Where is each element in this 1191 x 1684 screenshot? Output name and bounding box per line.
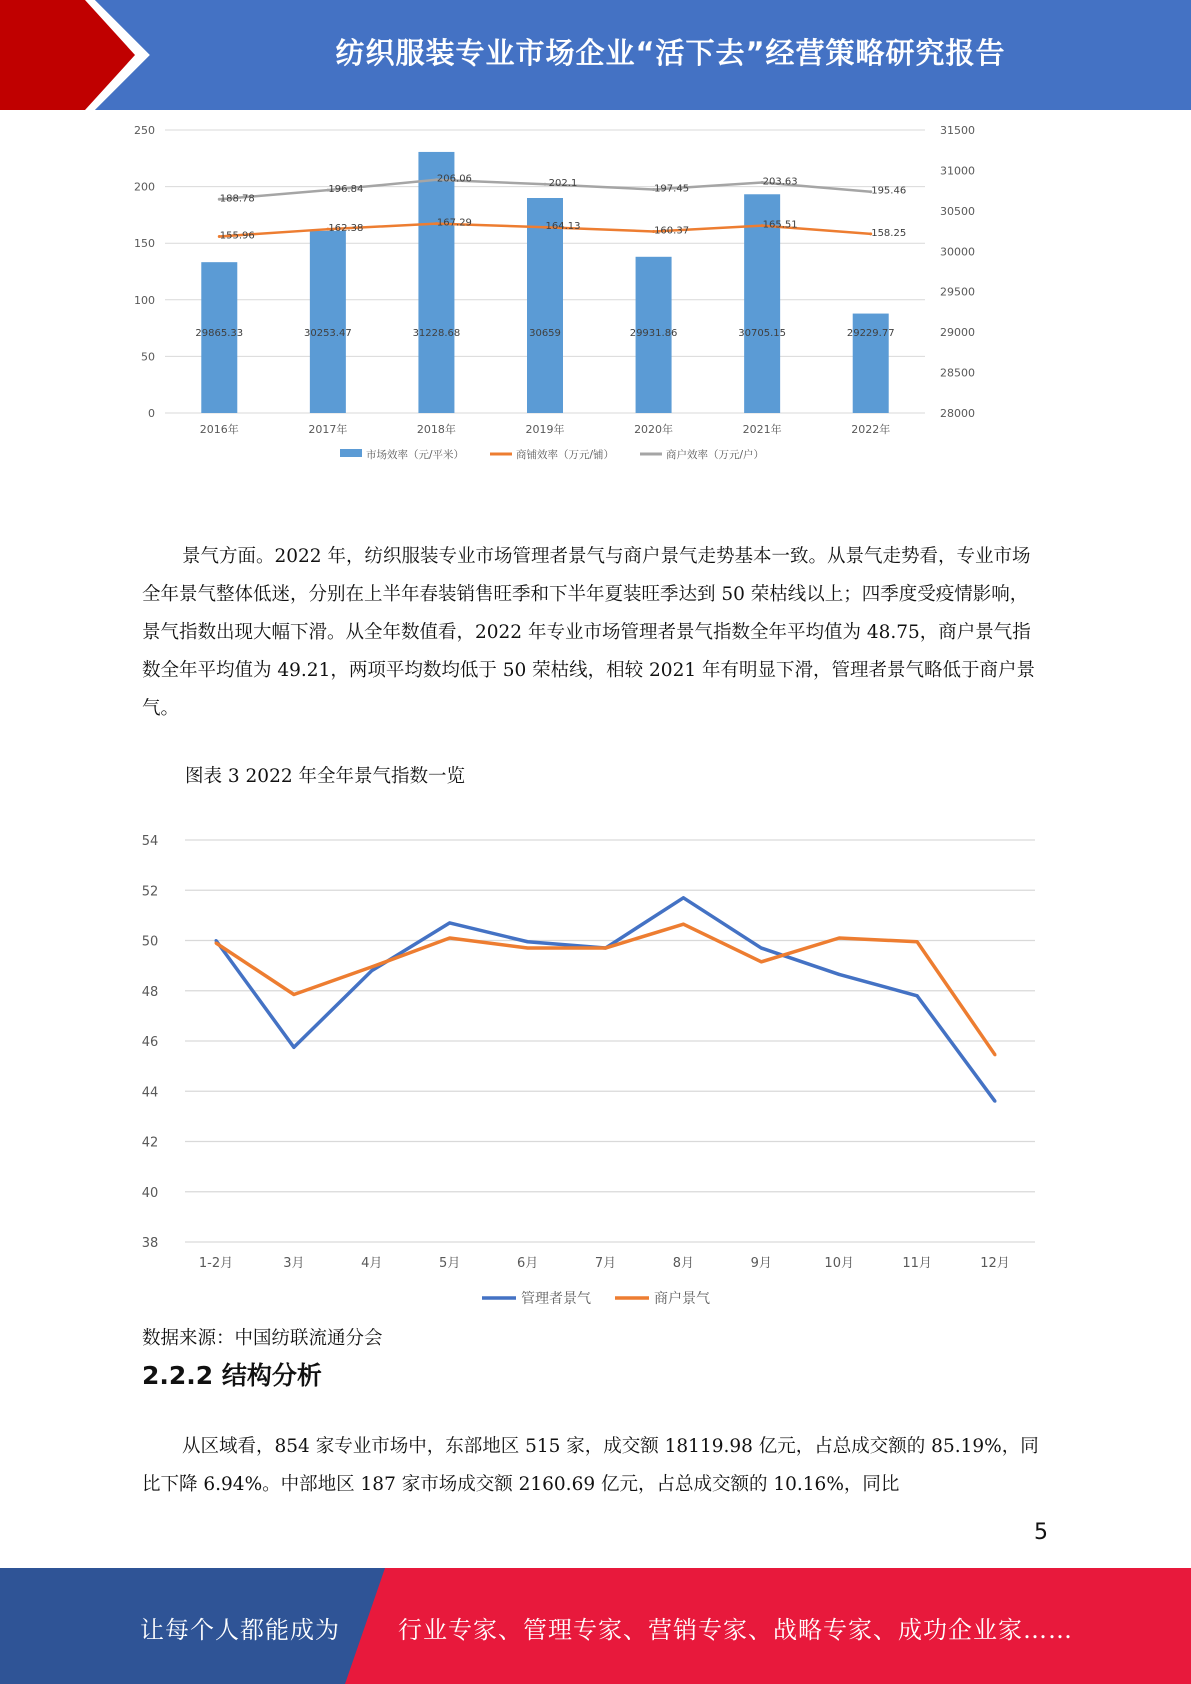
x-axis-tick-label: 5月 (439, 1256, 461, 1271)
series-line (216, 898, 995, 1102)
x-axis-tick-label: 1-2月 (198, 1256, 234, 1271)
left-axis-tick-label: 50 (141, 350, 155, 364)
series-point (526, 947, 529, 950)
right-axis-tick-label: 28000 (940, 407, 975, 420)
x-axis-tick-label: 6月 (516, 1256, 539, 1271)
series-point (526, 940, 529, 943)
x-axis-tick-label: 4月 (361, 1256, 383, 1271)
series-point (994, 1053, 997, 1056)
page-number: 5 (1034, 1520, 1048, 1545)
series-line (216, 924, 995, 1055)
line-data-label: 164.13 (545, 221, 581, 233)
left-axis-tick-label: 200 (134, 180, 155, 194)
x-axis-tick-label: 8月 (672, 1256, 695, 1271)
series-point (544, 183, 547, 186)
line-data-label: 158.25 (871, 227, 907, 239)
line-data-label: 162.38 (328, 223, 364, 235)
line-data-label: 188.78 (219, 193, 255, 205)
bar-data-label: 29865.33 (195, 328, 244, 340)
line-data-label: 167.29 (436, 217, 472, 229)
legend-label: 管理者景气 (521, 1291, 591, 1307)
line-data-label: 197.45 (654, 183, 690, 195)
x-axis-tick-label: 10月 (824, 1256, 854, 1271)
right-axis-tick-label: 31500 (940, 124, 975, 137)
series-point (916, 994, 919, 997)
legend-swatch (340, 449, 362, 457)
series-point (604, 947, 607, 950)
header-red-arrow (0, 0, 150, 110)
bar (310, 231, 346, 413)
x-axis-tick-label: 2020年 (634, 423, 674, 436)
x-axis-tick-label: 3月 (283, 1256, 305, 1271)
paragraph-structure-analysis: 从区域看，854 家专业市场中，东部地区 515 家，成交额 18119.98 亿元，占总成交额的 85.19%，同比下降 6.94%。中部地区 187 家市场成交额 2160.69 亿元，占总成交额的 10.16%，同比 (142, 1436, 1039, 1495)
y-axis-tick-label: 54 (141, 834, 159, 849)
left-axis-tick-label: 250 (134, 124, 155, 137)
series-point (215, 942, 218, 945)
line-data-label: 196.84 (328, 184, 364, 196)
section-heading: 2.2.2 结构分析 (142, 1361, 322, 1390)
legend-label: 商户景气 (654, 1291, 710, 1307)
series-point (838, 973, 841, 976)
line-data-label: 206.06 (436, 173, 472, 185)
legend-label: 商户效率（万元/户） (666, 449, 765, 461)
series-point (292, 1046, 295, 1049)
bar-data-label: 30253.47 (303, 328, 352, 340)
x-axis-tick-label: 11月 (902, 1256, 932, 1271)
right-axis-tick-label: 28500 (940, 366, 975, 380)
series-point (760, 947, 763, 950)
y-axis-tick-label: 52 (141, 884, 159, 900)
footer-slogan-left: 让每个人都能成为 (140, 1616, 340, 1644)
series-point (994, 1100, 997, 1103)
x-axis-tick-label: 9月 (750, 1256, 772, 1271)
line-data-label: 202.1 (548, 178, 578, 190)
line-data-label: 165.51 (762, 219, 798, 231)
y-axis-tick-label: 42 (141, 1135, 159, 1151)
series-point (916, 940, 919, 943)
x-axis-tick-label: 2016年 (199, 423, 239, 436)
y-axis-tick-label: 44 (141, 1085, 159, 1101)
series-point (760, 960, 763, 963)
figure-caption: 图表 3 2022 年全年景气指数一览 (185, 766, 465, 787)
line-data-label: 195.46 (871, 185, 907, 197)
bar-data-label: 31228.68 (412, 328, 461, 340)
right-axis-tick-label: 29500 (940, 285, 975, 299)
series-point (682, 923, 685, 926)
series-point (292, 993, 295, 996)
series-point (682, 896, 685, 899)
line-data-label: 155.96 (219, 230, 255, 242)
paragraph-business-climate: 景气方面。2022 年，纺织服装专业市场管理者景气与商户景气走势基本一致。从景气走势看，专业市场全年景气整体低迷，分别在上半年春装销售旺季和下半年夏装旺季达到 50 荣枯线以上；四季度受疫情影响，景气指数出现大幅下滑。从全年数值看，2022 年专业市场管理者景气指数全年平均值为 48.75，商户景气指数全年平均值为 49.21，两项平均数均低于 50 荣枯线，相较 2021 年有明显下滑，管理者景气略低于商户景气。 (142, 546, 1035, 719)
x-axis-tick-label: 12月 (980, 1256, 1010, 1271)
line-data-label: 203.63 (762, 176, 798, 188)
bar-data-label: 29931.86 (629, 328, 678, 340)
header-title: 纺织服装专业市场企业“活下去”经营策略研究报告 (335, 35, 1006, 70)
right-axis-tick-label: 29000 (940, 326, 975, 340)
series-point (448, 921, 451, 924)
x-axis-tick-label: 2017年 (308, 423, 348, 436)
series-point (370, 965, 373, 968)
x-axis-tick-label: 2018年 (416, 423, 456, 436)
right-axis-tick-label: 30500 (940, 204, 975, 218)
y-axis-tick-label: 40 (141, 1185, 159, 1201)
legend-label: 商铺效率（万元/铺） (516, 449, 615, 461)
x-axis-tick-label: 2022年 (851, 423, 891, 436)
y-axis-tick-label: 50 (141, 934, 159, 950)
legend-label: 市场效率（元/平米） (366, 449, 465, 461)
left-axis-tick-label: 100 (134, 293, 155, 307)
bar (418, 152, 454, 413)
footer-slogan-right: 行业专家、管理专家、营销专家、战略专家、成功企业家…… (398, 1616, 1073, 1644)
efficiency-combo-chart (130, 122, 1070, 502)
right-axis-tick-label: 31000 (940, 164, 975, 178)
bar-data-label: 29229.77 (846, 328, 895, 340)
page-header (0, 0, 1191, 110)
y-axis-tick-label: 48 (141, 984, 159, 1000)
left-axis-tick-label: 0 (148, 407, 155, 420)
data-source: 数据来源：中国纺联流通分会 (142, 1328, 383, 1349)
climate-index-line-chart (130, 818, 1070, 1318)
x-axis-tick-label: 2019年 (525, 423, 565, 436)
series-point (448, 936, 451, 939)
y-axis-tick-label: 46 (141, 1035, 159, 1050)
x-axis-tick-label: 7月 (594, 1256, 617, 1271)
series-point (370, 969, 373, 972)
bar-data-label: 30659 (529, 328, 561, 340)
right-axis-tick-label: 30000 (940, 245, 975, 259)
left-axis-tick-label: 150 (134, 237, 155, 251)
series-point (838, 936, 841, 939)
bar-data-label: 30705.15 (738, 328, 787, 340)
x-axis-tick-label: 2021年 (742, 423, 782, 436)
y-axis-tick-label: 38 (141, 1236, 159, 1251)
line-data-label: 160.37 (654, 225, 690, 237)
